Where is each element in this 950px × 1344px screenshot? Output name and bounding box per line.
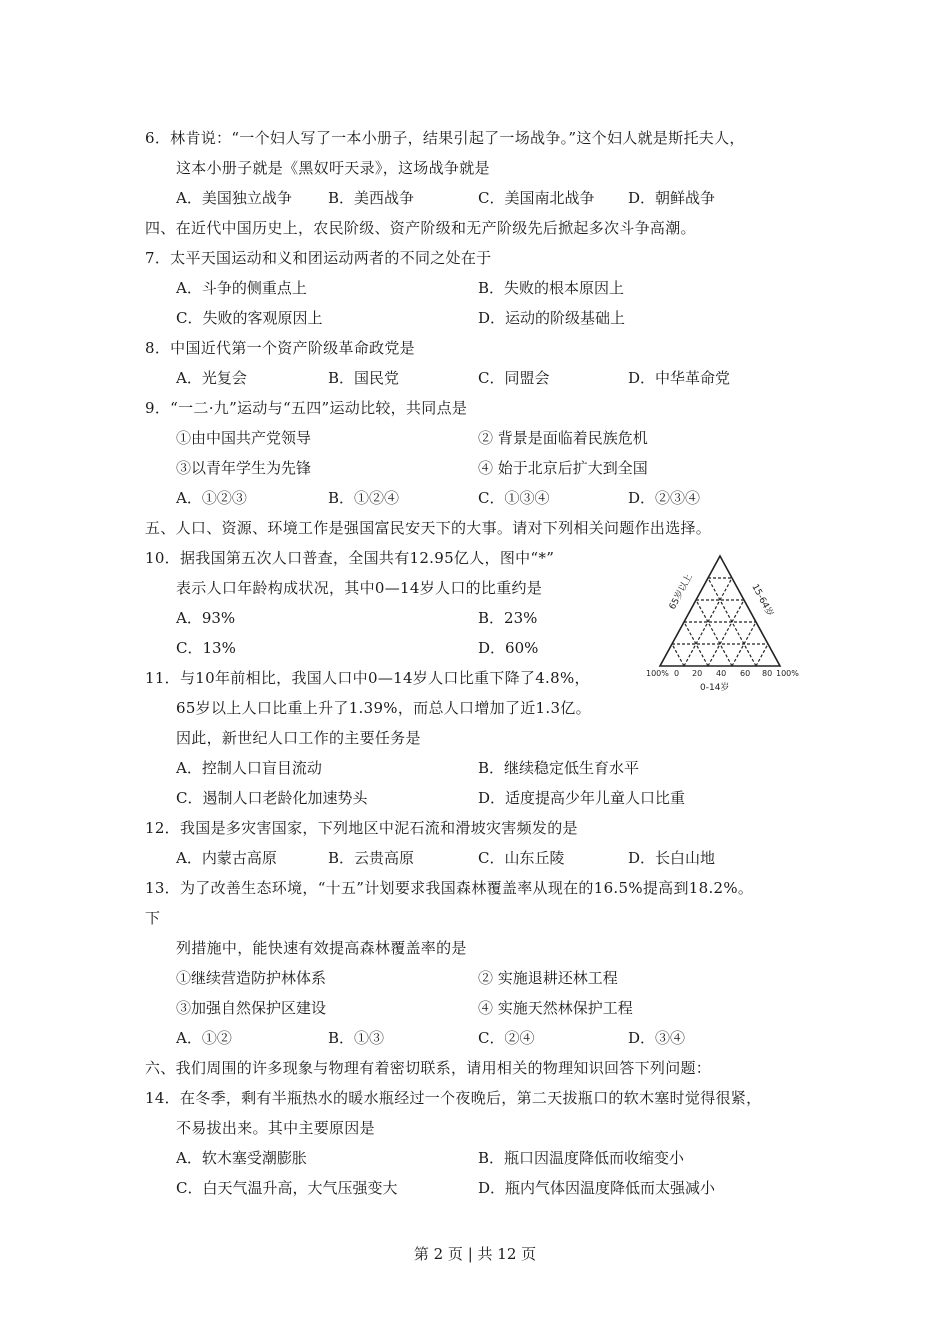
q9-statement-3: ③以青年学生为先锋 <box>176 459 312 477</box>
q8-option-b: B．国民党 <box>328 369 400 387</box>
axis-label-left: 65岁以上 <box>667 572 695 612</box>
q8-option-d: D．中华革命党 <box>628 369 731 387</box>
q10-stem-line2: 表示人口年龄构成状况，其中0—14岁人口的比重约是 <box>176 579 543 597</box>
q7-option-a: A．斗争的侧重点上 <box>176 279 307 297</box>
q9-statement-1: ①由中国共产党领导 <box>176 429 312 447</box>
axis-label-bottom: 0-14岁 <box>700 683 730 693</box>
q6-stem-line1: 6．林肯说：“一个妇人写了一本小册子，结果引起了一场战争。”这个妇人就是斯托夫人， <box>145 129 745 147</box>
q11-option-d: D．适度提高少年儿童人口比重 <box>478 789 686 807</box>
q12-option-b: B．云贵高原 <box>328 849 415 867</box>
q7-option-b: B．失败的根本原因上 <box>478 279 625 297</box>
q12-option-a: A．内蒙古高原 <box>176 849 277 867</box>
q13-option-a: A．①② <box>176 1029 232 1047</box>
q9-option-a: A．①②③ <box>176 489 247 507</box>
q10-option-c: C．13% <box>176 639 236 657</box>
axis-label-right: 15-64岁 <box>749 582 775 619</box>
q6-option-a: A．美国独立战争 <box>176 189 292 207</box>
age-structure-triangle-figure <box>640 548 800 698</box>
q12-option-d: D．长白山地 <box>628 849 716 867</box>
q13-option-d: D．③④ <box>628 1029 686 1047</box>
q9-stem: 9．“一二·九”运动与“五四”运动比较，共同点是 <box>145 399 468 417</box>
q13-statement-1: ①继续营造防护林体系 <box>176 969 327 987</box>
q13-stem-line1: 13．为了改善生态环境，“十五”计划要求我国森林覆盖率从现在的16.5%提高到18.2%。 <box>145 879 754 897</box>
q7-option-d: D．运动的阶级基础上 <box>478 309 626 327</box>
q6-option-c: C．美国南北战争 <box>478 189 595 207</box>
q14-stem-line2: 不易拔出来。其中主要原因是 <box>176 1119 375 1137</box>
q8-option-c: C．同盟会 <box>478 369 550 387</box>
q11-stem-line3: 因此，新世纪人口工作的主要任务是 <box>176 729 421 747</box>
tick-label-right-100: 100% <box>776 669 799 678</box>
q10-option-a: A．93% <box>176 609 236 627</box>
q14-option-d: D．瓶内气体因温度降低而太强减小 <box>478 1179 716 1197</box>
tick-label-left-100: 100% <box>646 669 669 678</box>
q12-stem: 12．我国是多灾害国家，下列地区中泥石流和滑坡灾害频发的是 <box>145 819 578 837</box>
q13-statement-3: ③加强自然保护区建设 <box>176 999 327 1017</box>
q11-option-b: B．继续稳定低生育水平 <box>478 759 640 777</box>
q13-option-b: B．①③ <box>328 1029 385 1047</box>
q9-option-d: D．②③④ <box>628 489 701 507</box>
q6-stem-line2: 这本小册子就是《黑奴吁天录》，这场战争就是 <box>176 159 490 177</box>
tick-label-60: 60 <box>740 669 751 678</box>
q14-option-a: A．软木塞受潮膨胀 <box>176 1149 307 1167</box>
q9-statement-2: ② 背景是面临着民族危机 <box>478 429 648 447</box>
q8-option-a: A．光复会 <box>176 369 247 387</box>
page-footer: 第 2 页 | 共 12 页 <box>413 1245 537 1263</box>
q9-option-c: C．①③④ <box>478 489 550 507</box>
section-6-heading: 六、我们周围的许多现象与物理有着密切联系，请用相关的物理知识回答下列问题： <box>145 1059 712 1077</box>
q12-option-c: C．山东丘陵 <box>478 849 565 867</box>
q13-option-c: C．②④ <box>478 1029 535 1047</box>
q11-option-a: A．控制人口盲目流动 <box>176 759 322 777</box>
q10-option-d: D．60% <box>478 639 539 657</box>
tick-label-0: 0 <box>674 669 680 678</box>
q7-option-c: C．失败的客观原因上 <box>176 309 323 327</box>
q14-option-b: B．瓶口因温度降低而收缩变小 <box>478 1149 685 1167</box>
q13-statement-2: ② 实施退耕还林工程 <box>478 969 618 987</box>
section-4-heading: 四、在近代中国历史上，农民阶级、资产阶级和无产阶级先后掀起多次斗争高潮。 <box>145 219 696 237</box>
section-5-heading: 五、人口、资源、环境工作是强国富民安天下的大事。请对下列相关问题作出选择。 <box>145 519 712 537</box>
q14-stem-line1: 14．在冬季，剩有半瓶热水的暖水瓶经过一个夜晚后，第二天拔瓶口的软木塞时觉得很紧， <box>145 1089 762 1107</box>
q6-option-d: D．朝鲜战争 <box>628 189 716 207</box>
q11-stem-line2: 65岁以上人口比重上升了1.39%，而总人口增加了近1.3亿。 <box>176 699 591 717</box>
q13-stem-line2: 列措施中，能快速有效提高森林覆盖率的是 <box>176 939 467 957</box>
q13-statement-4: ④ 实施天然林保护工程 <box>478 999 633 1017</box>
q14-option-c: C．白天气温升高，大气压强变大 <box>176 1179 398 1197</box>
q6-option-b: B．美西战争 <box>328 189 415 207</box>
q11-option-c: C．遏制人口老龄化加速势头 <box>176 789 368 807</box>
q11-stem-line1: 11．与10年前相比，我国人口中0—14岁人口比重下降了4.8%， <box>145 669 590 687</box>
q13-stem-line1-wrap: 下 <box>145 909 161 927</box>
q8-stem: 8．中国近代第一个资产阶级革命政党是 <box>145 339 415 357</box>
q9-option-b: B．①②④ <box>328 489 400 507</box>
q10-option-b: B．23% <box>478 609 538 627</box>
q10-stem-line1: 10．据我国第五次人口普查，全国共有12.95亿人，图中“*” <box>145 549 555 567</box>
q9-statement-4: ④ 始于北京后扩大到全国 <box>478 459 648 477</box>
tick-label-40: 40 <box>716 669 727 678</box>
tick-label-80: 80 <box>762 669 773 678</box>
q7-stem: 7．太平天国运动和义和团运动两者的不同之处在于 <box>145 249 492 267</box>
triangle-diagram <box>640 548 800 698</box>
tick-label-20: 20 <box>692 669 703 678</box>
